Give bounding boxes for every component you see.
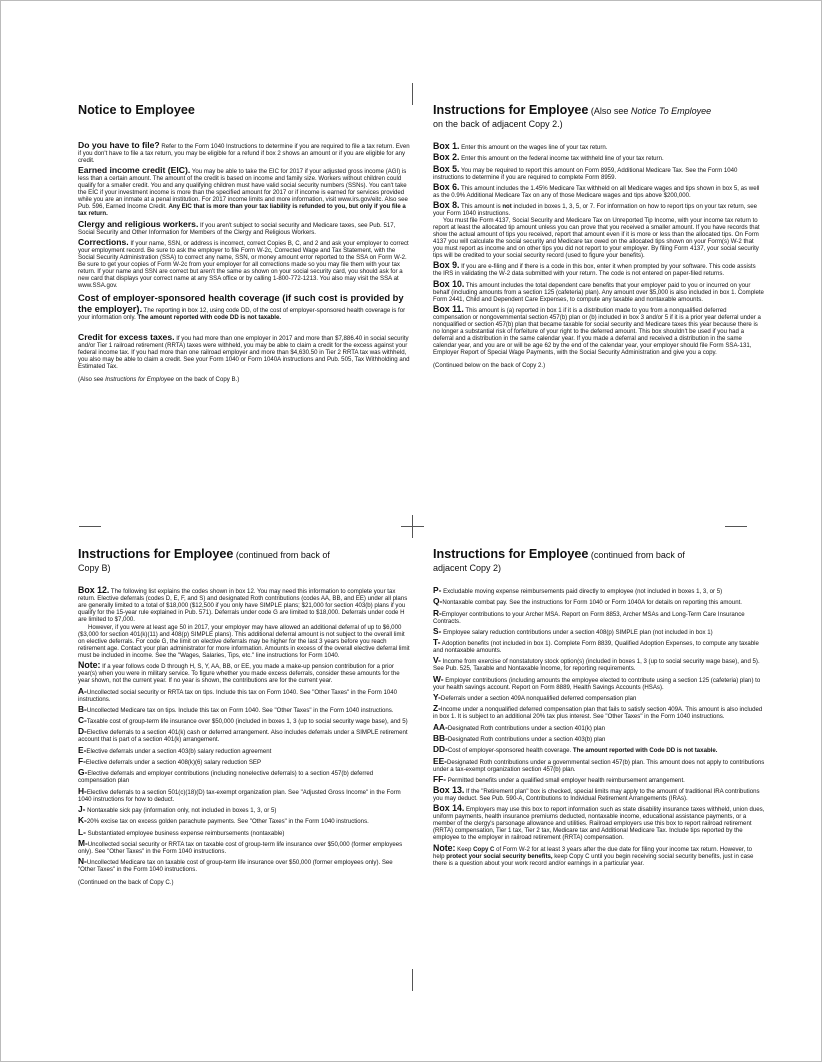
code-w: W- Employer contributions (including amounts the employee elected to contribute using a section 125 (cafeteria) plan) to your health savings account. Report on Form 8889, Health Savings Accounts (HSAs). xyxy=(433,673,761,691)
instructions-title-cont-b: Instructions for Employee (continued from back of xyxy=(78,547,330,561)
clergy-paragraph: Clergy and religious workers. If you aren't subject to social security and Medicare taxes, see Pub. 517, Social Security and Other Information for Members of the Clergy and Religious Workers. xyxy=(78,218,396,236)
code-s: S- Employee salary reduction contributions under a section 408(p) SIMPLE plan (not included in box 1) xyxy=(433,625,713,636)
code-ee: EE-Designated Roth contributions under a governmental section 457(b) plan. This amount does not apply to contributions under a tax-exempt organization section 457(b) plan. xyxy=(433,755,765,773)
code-aa: AA-Designated Roth contributions under a section 401(k) plan xyxy=(433,721,606,732)
notice-title: Notice to Employee xyxy=(78,103,195,117)
crop-mark-left xyxy=(79,526,101,527)
code-v: V- Income from exercise of nonstatutory stock option(s) (included in boxes 1, 3 (up to social security wage base), and 5). See Pub. 525, Taxable and Nontaxable Income, for reporting requirements. xyxy=(433,655,760,673)
code-e: E-Elective deferrals under a section 403(b) salary reduction agreement xyxy=(78,744,272,755)
code-a: A-Uncollected social security or RRTA tax on tips. Include this tax on Form 1040. See "Other Taxes" in the Form 1040 instructions. xyxy=(78,685,398,703)
box-12: Box 12. The following list explains the codes shown in box 12. You may need this information to complete your tax return. Elective deferrals (codes D, E, F, and S) and designated Roth contributions (codes AA, BB, and EE) under all plans are generally limited to a total of $18,000 ($12,500 if you only have SIMPLE plans; $21,000 for section 403(b) plans if you qualify for the 15-year rule explained in Pub. 571). Deferrals under code G are limited to $18,000. Deferrals under code H are limited to $7,000. xyxy=(78,585,408,623)
box-1: Box 1. Enter this amount on the wages line of your tax return. xyxy=(433,141,608,151)
also-see-note: (Also see Instructions for Employee on the back of Copy B.) xyxy=(78,376,240,384)
eic-paragraph: Earned income credit (EIC). You may be able to take the EIC for 2017 if your adjusted gross income (AGI) is less than a certain amount. The amount of the credit is based on income and family size. Workers without children could qualify for a smaller credit. You and any qualifying children must have valid social security numbers (SSNs). You can't take the EIC if your investment income is more than the specified amount for 2017 or if income is earned for services provided while you are an inmate at a penal institution. For 2017 income limits and more information, visit www.irs.gov/eitc. Also see Pub. 596, Earned Income Credit. Any EIC that is more than your tax liability is refunded to you, but only if you file a tax return. xyxy=(78,165,408,218)
fold-mark-top xyxy=(412,83,413,105)
box-12-note: Note: If a year follows code D through H, S, Y, AA, BB, or EE, you made a make-up pension contribution for a prior year(s) when you were in military service. To figure whether you made excess deferrals, consider these amounts for the year shown, not the current year. If no year is shown, the contributions are for the current year. xyxy=(78,660,400,685)
continued-note: (Continued below on the back of Copy 2.) xyxy=(433,362,546,370)
crop-cross-v xyxy=(412,515,413,538)
instructions-title: Instructions for Employee (Also see Notice To Employee xyxy=(433,103,712,117)
box-13: Box 13. If the "Retirement plan" box is checked, special limits may apply to the amount of traditional IRA contributions you may deduct. See Pub. 590-A, Contributions to Individual Retirement Arrangements (IRAs). xyxy=(433,785,760,803)
excess-taxes-paragraph: Credit for excess taxes. If you had more than one employer in 2017 and more than $7,886.40 in social security and/or Tier 1 railroad retirement (RRTA) taxes were withheld, you may be able to claim a credit for the excess against your federal income tax. If you had more than one railroad employer and more than $4,630.50 in Tier 2 RRTA tax was withheld, you also may be able to claim a credit. See your Form 1040 or Form 1040A instructions and Pub. 505, Tax Withholding and Estimated Tax. xyxy=(78,332,410,371)
file-paragraph: Do you have to file? Refer to the Form 1040 Instructions to determine if you are required to file a tax return. Even if you don't have to file a tax return, you may be eligible for a refund if box 2 shows an amount or if you are eligible for any credit. xyxy=(78,140,410,164)
code-dd: DD-Cost of employer-sponsored health coverage. The amount reported with Code DD is not taxable. xyxy=(433,744,718,755)
code-f: F-Elective deferrals under a section 408(k)(6) salary reduction SEP xyxy=(78,756,262,767)
continued-note-c: (Continued on the back of Copy C.) xyxy=(78,879,174,887)
instructions-subline-2: adjacent Copy 2) xyxy=(433,563,502,573)
box-10: Box 10. This amount includes the total dependent care benefits that your employer paid to you or incurred on your behalf (including amounts from a section 125 (cafeteria) plan). Any amount over $5,000 is also included in box 1. Complete Form 2441, Child and Dependent Care Expenses, to compute any taxable and nontaxable amounts. xyxy=(433,278,764,303)
box-8: Box 8. This amount is not included in boxes 1, 3, 5, or 7. For information on how to report tips on your tax return, see your Form 1040 instructions. xyxy=(433,200,758,218)
code-h: H-Elective deferrals to a section 501(c)(18)(D) tax-exempt organization plan. See "Adjusted Gross Income" in the Form 1040 instructions for how to deduct. xyxy=(78,785,401,803)
code-d: D-Elective deferrals to a section 401(k) cash or deferred arrangement. Also includes deferrals under a SIMPLE retirement account that is part of a section 401(k) arrangement. xyxy=(78,726,408,744)
code-j: J- Nontaxable sick pay (information only, not included in boxes 1, 3, or 5) xyxy=(78,803,277,814)
box-11: Box 11. This amount is (a) reported in box 1 if it is a distribution made to you from a nonqualified deferred compensation or nongovernmental section 457(b) plan or (b) included in box 3 and/or 5 if it is a prior year deferral under a nonqualified or section 457(b) plan that became taxable for social security and Medicare taxes this year because there is no longer a substantial risk of forfeiture of your right to the deferred amount. This box shouldn't be used if you had a deferral and a distribution in the same calendar year. If you made a deferral and received a distribution in the same calendar year, and you are or will be age 62 by the end of the calendar year, your employer should file Form SSA-131, Employer Report of Special Wage Payments, with the Social Security Administration and give you a copy. xyxy=(433,304,761,357)
code-y: Y-Deferrals under a section 409A nonqualified deferred compensation plan xyxy=(433,692,637,703)
code-b: B-Uncollected Medicare tax on tips. Include this tax on Form 1040. See "Other Taxes" in the Form 1040 instructions. xyxy=(78,703,394,714)
crop-mark-right xyxy=(725,526,747,527)
box-12-deferral-note: However, if you were at least age 50 in 2017, your employer may have allowed an additional deferral of up to $6,000 ($3,000 for section 401(k)(11) and 408(p) SIMPLE plans). This additional deferral amount is not subject to the overall limit on elective deferrals. For code G, the limit on elective deferrals may be higher for the last 3 years before you reach retirement age. Contact your plan administrator for more information. Amounts in excess of the overall elective deferral limit must be included in income. See the "Wages, Salaries, Tips, etc." line instructions for Form 1040. xyxy=(78,624,410,659)
copy-c-note: Note: Keep Copy C of Form W-2 for at least 3 years after the due date for filing your income tax return. However, to help protect your social security benefits, keep Copy C until you begin receiving social security benefits, just in case there is a question about your work record and/or earnings in a particular year. xyxy=(433,842,754,867)
health-coverage-paragraph: Cost of employer-sponsored health coverage (if such cost is provided by the employer). The reporting in box 12, using code DD, of the cost of employer-sponsored health coverage is for your information only. The amount reported with code DD is not taxable. xyxy=(78,292,406,322)
instructions-box-12-a-n xyxy=(78,548,410,889)
code-l: L- Substantiated employee business expense reimbursements (nontaxable) xyxy=(78,826,285,837)
code-k: K-20% excise tax on excess golden parachute payments. See "Other Taxes" in the Form 1040 instructions. xyxy=(78,815,369,826)
box-8-tips: You must file Form 4137, Social Security and Medicare Tax on Unreported Tip Income, with your income tax return to report at least the allocated tip amount unless you can prove that you received a smaller amount. If you have records that show the actual amount of tips you received, report that amount even if it is more or less than the allocated tips. On Form 4137 you will calculate the social security and Medicare tax owed on the allocated tips shown on your Form(s) W-2 that you must report as income and on other tips you did not report to your employer. By filing Form 4137, your social security tips will be credited to your social security record (used to figure your benefits). xyxy=(433,217,760,260)
box-list-a xyxy=(433,143,765,199)
corrections-paragraph: Corrections. If your name, SSN, or address is incorrect, correct Copies B, C, and 2 and ask your employer to correct your employment record. Be sure to ask the employer to file Form W-2c, Corrected Wage and Tax Statement, with the Social Security Administration (SSA) to correct any name, SSN, or money amount error reported to the SSA on Form W-2. Be sure to get your copies of Form W-2c from your employer for all corrections made so you may file them with your tax return. If your name and SSN are correct but aren't the same as shown on your social security card, you should ask for a new card that displays your correct name at any SSA office or by calling 1-800-772-1213. You also may visit the SSA at www.SSA.gov. xyxy=(78,236,409,289)
box-2: Box 2. Enter this amount on the federal income tax withheld line of your tax return. xyxy=(433,152,664,163)
code-z: Z-Income under a nonqualified deferred compensation plan that fails to satisfy section 409A. This amount is also included in box 1. It is subject to an additional 20% tax plus interest. See "Other Taxes" in the Form 1040 instructions. xyxy=(433,703,763,721)
notice-to-employee xyxy=(78,104,410,386)
box-9: Box 9. If you are e-filing and if there is a code in this box, enter it when prompted by your software. This code assists the IRS in validating the W-2 data submitted with your return. The code is not entered on paper-filed returns. xyxy=(433,260,756,278)
code-m: M-Uncollected social security or RRTA tax on taxable cost of group-term life insurance over $50,000 (former employees only). See "Other Taxes" in the Form 1040 instructions. xyxy=(78,837,403,855)
box-14: Box 14. Employers may use this box to report information such as state disability insurance taxes withheld, union dues, uniform payments, health insurance premiums deducted, nontaxable income, educational assistance payments, or a member of the clergy's parsonage allowance and utilities. Railroad employers use this box to report railroad retirement (RRTA) compensation, Tier 1 tax, Tier 2 tax, Medicare tax and Additional Medicare Tax. Include tips reported by the employee to the employer in railroad retirement (RRTA) compensation. xyxy=(433,803,765,842)
code-p: P- Excludable moving expense reimbursements paid directly to employee (not included in boxes 1, 3, or 5) xyxy=(433,585,723,595)
code-g: G-Elective deferrals and employer contributions (including nonelective deferrals) to a section 457(b) deferred compensation plan xyxy=(78,767,374,785)
box-6: Box 6. This amount includes the 1.45% Medicare Tax withheld on all Medicare wages and tips shown in box 5, as well as the 0.9% Additional Medicare Tax on any of those Medicare wages and tips above $200,000. xyxy=(433,181,760,199)
instructions-boxes-1-11 xyxy=(433,104,765,372)
code-q: Q-Nontaxable combat pay. See the instructions for Form 1040 or Form 1040A for details on reporting this amount. xyxy=(433,596,742,607)
instructions-title-cont-2: Instructions for Employee (continued from back of xyxy=(433,547,685,561)
code-t: T- Adoption benefits (not included in box 1). Complete Form 8839, Qualified Adoption Expenses, to compute any taxable and nontaxable amounts. xyxy=(433,637,759,655)
code-n: N-Uncollected Medicare tax on taxable cost of group-term life insurance over $50,000 (former employees only). See "Other Taxes" in the Form 1040 instructions. xyxy=(78,856,393,874)
code-bb: BB-Designated Roth contributions under a section 403(b) plan xyxy=(433,732,606,743)
box-5: Box 5. You may be required to report this amount on Form 8959, Additional Medicare Tax. See the Form 1040 instructions to determine if you are required to complete Form 8959. xyxy=(433,163,738,181)
instructions-subline: on the back of adjacent Copy 2.) xyxy=(433,119,563,129)
code-c: C-Taxable cost of group-term life insurance over $50,000 (included in boxes 1, 3 (up to social security wage base), and 5) xyxy=(78,715,408,726)
code-list-p-bb xyxy=(433,587,765,743)
instructions-box-12-p-ff xyxy=(433,548,765,870)
code-r: R-Employer contributions to your Archer MSA. Report on Form 8853, Archer MSAs and Long-Term Care Insurance Contracts. xyxy=(433,607,745,625)
instructions-subline-b: Copy B) xyxy=(78,563,111,573)
fold-mark-bottom xyxy=(412,969,413,991)
code-ff: FF- Permitted benefits under a qualified small employer health reimbursement arrangement. xyxy=(433,773,685,784)
